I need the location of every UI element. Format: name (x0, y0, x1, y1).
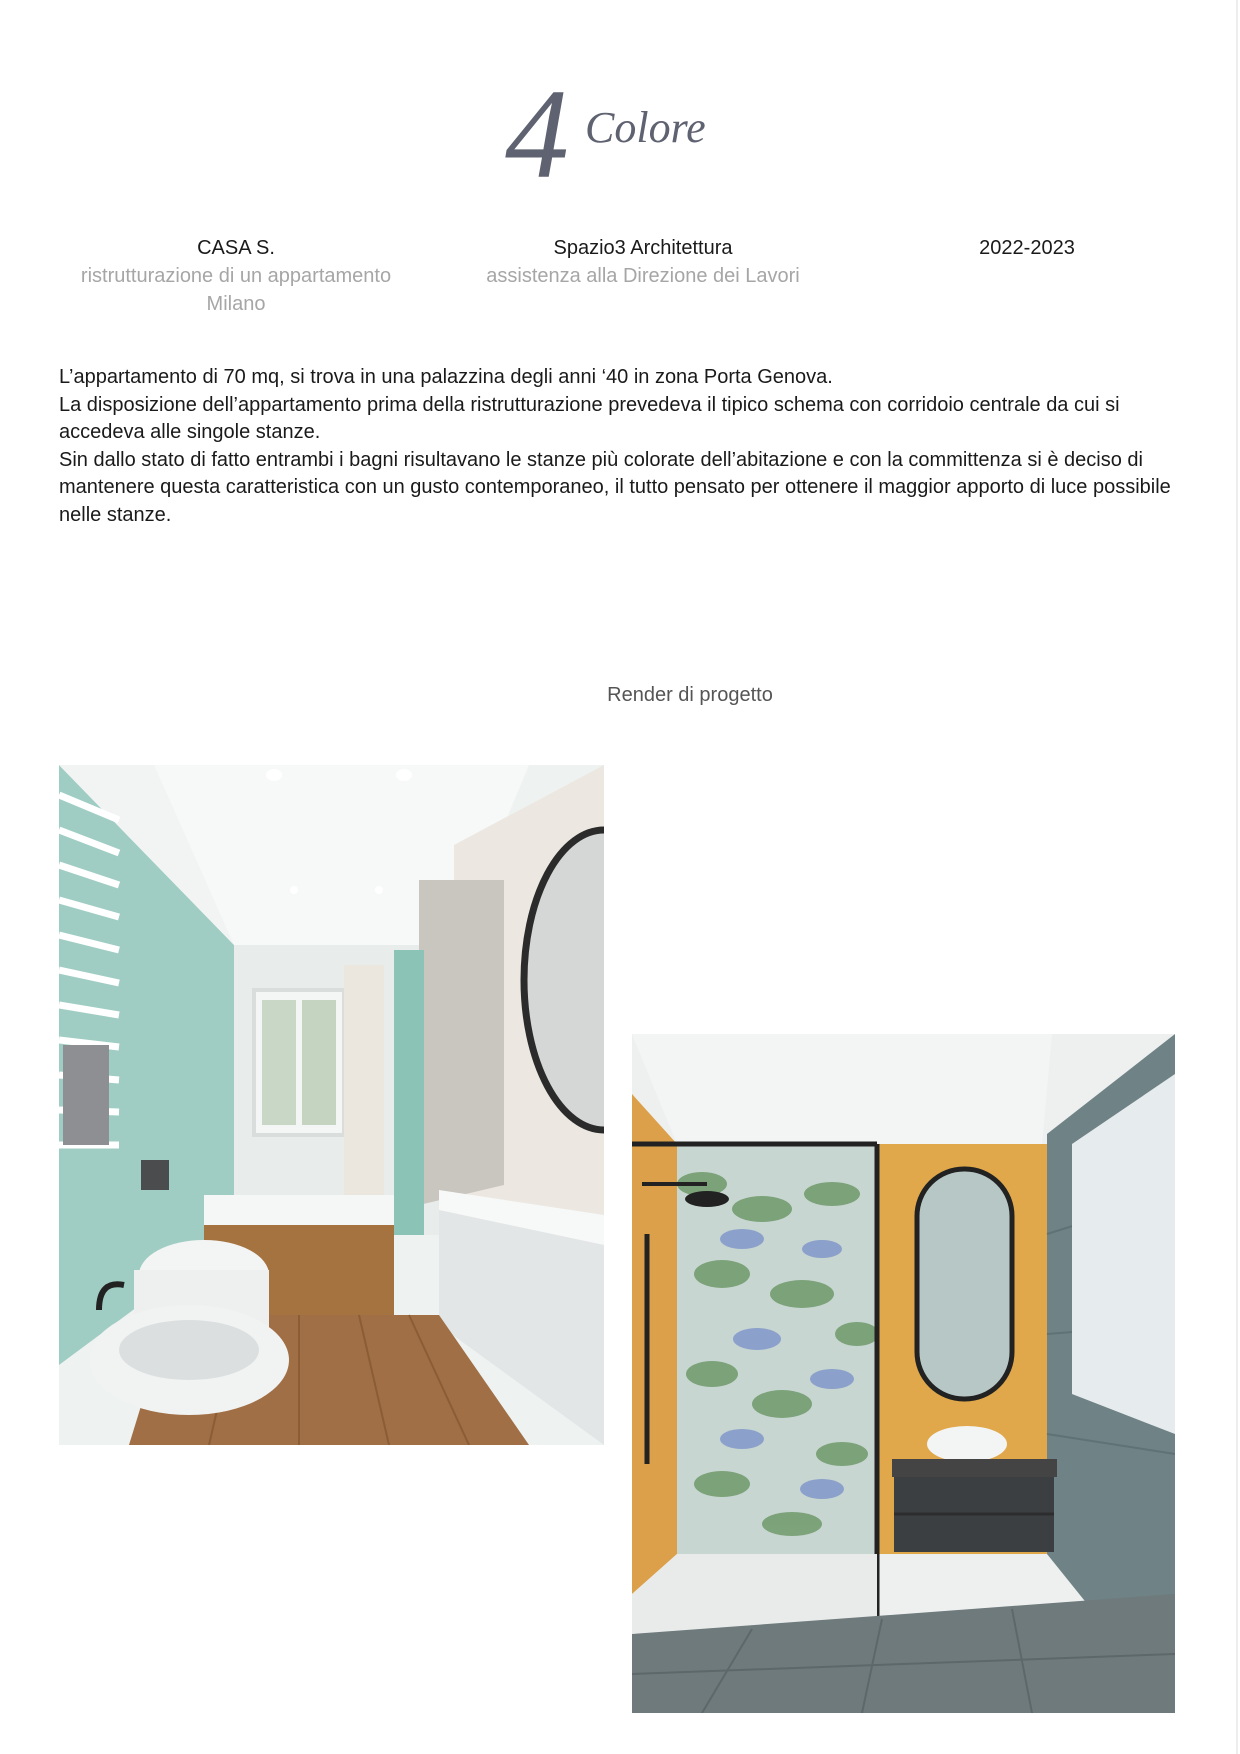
project-info (56, 234, 416, 318)
render-bathroom-mint-image (59, 765, 604, 1445)
project-title: CASA S. (197, 237, 275, 259)
studio-name: Spazio3 Architettura (553, 237, 733, 259)
page-edge (1236, 0, 1238, 1754)
project-description: ristrutturazione di un appartamento (80, 265, 392, 287)
render-caption: Render di progetto (607, 684, 773, 706)
logo (505, 63, 725, 208)
project-years: 2022-2023 (979, 237, 1075, 259)
studio-info (460, 234, 826, 290)
years-info (930, 234, 1124, 262)
description-paragraph: La disposizione dell’appartamento prima della ristrutturazione prevedeva il tipico schema con corridoio centrale da cui si accedeva alle singole stanze. (59, 393, 1120, 443)
logo-word: Colore (585, 103, 706, 152)
description-paragraph: Sin dallo stato di fatto entrambi i bagni risultavano le stanze più colorate dell’abitazione e con la committenza si è deciso di mantenere questa caratteristica con un gusto contemporaneo, il tutto pensato per ottenere il maggior apporto di luce possibile nelle stanze. (59, 448, 1171, 526)
logo-number: 4 (505, 63, 569, 205)
render-bathroom-mint (59, 765, 604, 1445)
studio-role: assistenza alla Direzione dei Lavori (486, 265, 800, 287)
render-bathroom-mustard (632, 1034, 1175, 1713)
description-paragraph: L’appartamento di 70 mq, si trova in una palazzina degli anni ‘40 in zona Porta Genova. (59, 366, 833, 388)
project-description-text (59, 364, 1185, 529)
project-city: Milano (206, 293, 266, 315)
render-bathroom-mustard-image (632, 1034, 1175, 1713)
